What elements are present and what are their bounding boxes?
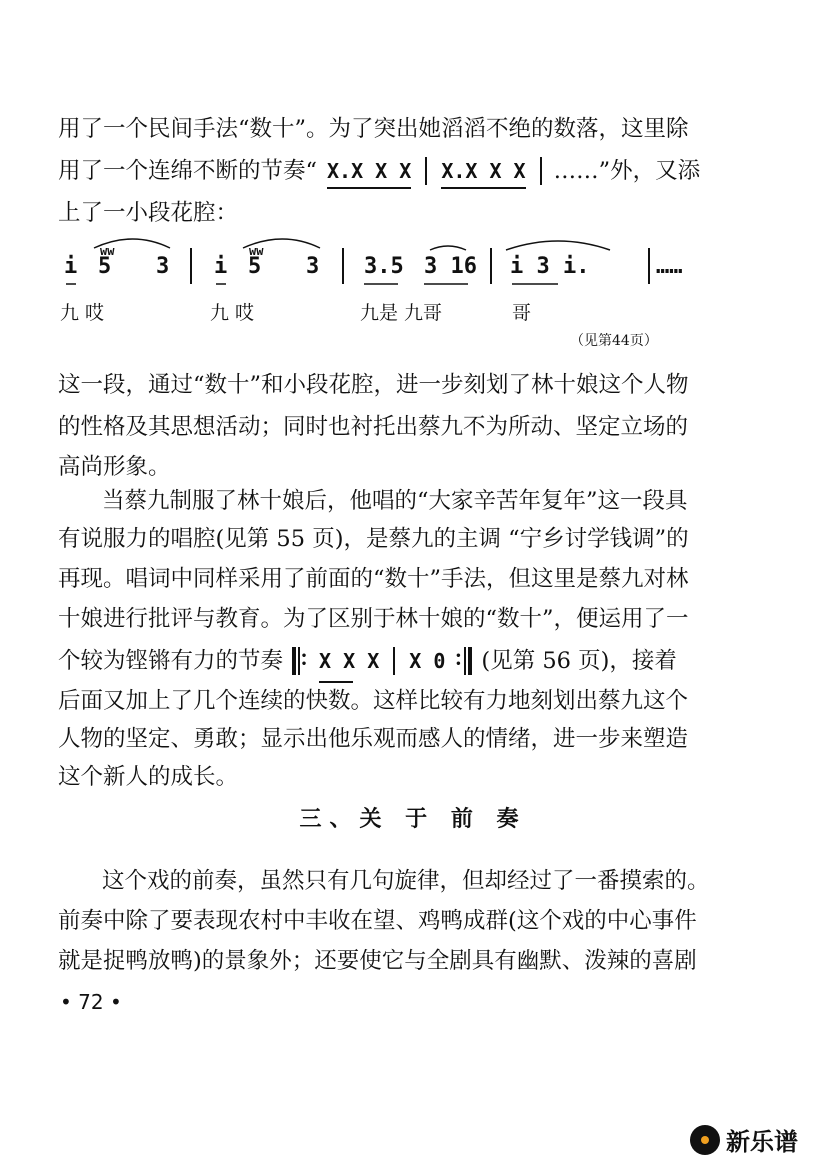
rhythm-c: X X X bbox=[319, 649, 380, 673]
bar-line bbox=[540, 157, 542, 185]
text: 后面又加上了几个连续的快数。这样比较有力地刻划出蔡九这个 bbox=[58, 688, 689, 714]
text: ……”外，又添 bbox=[553, 158, 701, 184]
text-line bbox=[102, 866, 710, 896]
score-note: 3.5 bbox=[364, 254, 404, 279]
score-note: 3 bbox=[306, 254, 320, 279]
text-line bbox=[58, 370, 700, 400]
score-note: i bbox=[214, 254, 228, 279]
score-ellipsis: …… bbox=[656, 254, 683, 279]
score-lyric: 九 哎 bbox=[60, 302, 105, 324]
page-number: • 72 • bbox=[60, 990, 122, 1014]
text: 前奏中除了要表现农村中丰收在望、鸡鸭成群(这个戏的中心事件 bbox=[58, 908, 697, 934]
watermark-logo bbox=[690, 1122, 798, 1157]
text: 就是捉鸭放鸭)的景象外；还要使它与全剧具有幽默、泼辣的喜剧 bbox=[58, 948, 697, 974]
rhythm-d: X 0 bbox=[409, 649, 446, 673]
text: 再现。唱词中同样采用了前面的“数十”手法，但这里是蔡九对林 bbox=[58, 566, 689, 592]
text: 有说服力的唱腔(见第 55 页)，是蔡九的主调 “宁乡讨学钱调”的 bbox=[58, 526, 689, 552]
text-line bbox=[58, 906, 700, 936]
bar-line bbox=[342, 248, 344, 284]
grace-note: ww bbox=[249, 244, 264, 258]
score-note: 3 16 bbox=[424, 254, 477, 279]
text: 用了一个连绵不断的节奏“ bbox=[58, 158, 318, 184]
text: 这个新人的成长。 bbox=[58, 764, 239, 790]
text-line bbox=[58, 524, 700, 554]
bar-line bbox=[648, 248, 650, 284]
text: 人物的坚定、勇敢；显示出他乐观而感人的情绪，进一步来塑造 bbox=[58, 726, 689, 752]
text: 这一段，通过“数十”和小段花腔，进一步刻划了林十娘这个人物 bbox=[58, 372, 689, 398]
score-lyric: 九 哎 bbox=[210, 302, 255, 324]
text-line-with-rhythm bbox=[58, 646, 700, 676]
text: 用了一个民间手法“数十”。为了突出她滔滔不绝的数落，这里除 bbox=[58, 116, 689, 142]
text: 个较为铿锵有力的节奏 bbox=[58, 648, 284, 674]
bar-line bbox=[425, 157, 427, 185]
text-line bbox=[58, 564, 700, 594]
text-line bbox=[102, 486, 700, 516]
text-line bbox=[58, 724, 700, 754]
text-line bbox=[58, 762, 700, 792]
rhythm-b: X.X X X bbox=[441, 159, 526, 183]
score-reference: （见第44页） bbox=[570, 333, 658, 349]
score-note: 3 bbox=[156, 254, 170, 279]
bar-line bbox=[490, 248, 492, 284]
text-line bbox=[58, 452, 700, 482]
score-note: 5 bbox=[98, 254, 112, 279]
score-lyric: 九是 九哥 bbox=[360, 302, 443, 324]
score-note: 5 bbox=[248, 254, 262, 279]
grace-note: ww bbox=[100, 244, 115, 258]
text: 的性格及其思想活动；同时也衬托出蔡九不为所动、坚定立场的 bbox=[58, 414, 689, 440]
text-line-with-rhythm bbox=[58, 156, 700, 186]
rhythm-notation bbox=[321, 156, 550, 186]
score-lyric: 哥 bbox=[512, 302, 532, 324]
text-line bbox=[58, 412, 700, 442]
text-line bbox=[58, 114, 700, 144]
bar-line bbox=[190, 248, 192, 284]
bar-line bbox=[393, 647, 395, 675]
rhythm-notation: • • X X X X 0 • • bbox=[287, 646, 477, 676]
record-disc-icon bbox=[690, 1125, 720, 1155]
text-line bbox=[58, 198, 700, 228]
text: 十娘进行批评与教育。为了区别于林十娘的“数十”，便运用了一 bbox=[58, 606, 689, 632]
watermark-text: 新乐谱 bbox=[726, 1128, 798, 1156]
text: (见第 56 页)，接着 bbox=[481, 648, 677, 674]
text: 上了一小段花腔： bbox=[58, 200, 239, 226]
rhythm-a: X.X X X bbox=[327, 159, 412, 183]
text: 这个戏的前奏，虽然只有几句旋律，但却经过了一番摸索的。 bbox=[102, 868, 710, 894]
score-note: i 3 i. bbox=[510, 254, 590, 279]
text: 高尚形象。 bbox=[58, 454, 171, 480]
score-note: i bbox=[64, 254, 78, 279]
music-score bbox=[58, 236, 700, 326]
section-heading: 三、关 于 前 奏 bbox=[299, 807, 527, 832]
text-line bbox=[58, 686, 700, 716]
text-line bbox=[58, 946, 700, 976]
text: 当蔡九制服了林十娘后，他唱的“大家辛苦年复年”这一段具 bbox=[102, 488, 688, 514]
text-line bbox=[58, 604, 700, 634]
